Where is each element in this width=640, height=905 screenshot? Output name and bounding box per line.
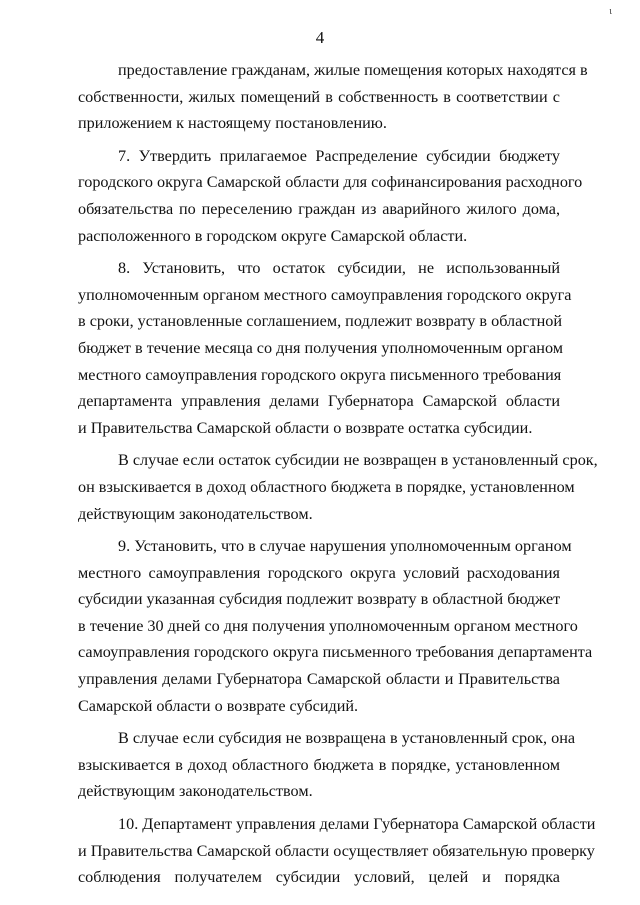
text-line: и Правительства Самарской области осуществляет обязательную проверку: [78, 841, 595, 860]
text-line: в течение 30 дней со дня получения уполномоченным органом местного: [78, 616, 578, 635]
paragraph: [78, 533, 593, 719]
paragraph: [78, 811, 596, 891]
text-line: собственности, жилых помещений в собственность в соответствии с: [78, 87, 560, 106]
text-line: 8. Установить, что остаток субсидии, не использованный: [118, 259, 560, 278]
text-line: соблюдения получателем субсидии условий, целей и порядка: [78, 868, 560, 887]
text-line: расположенного в городском округе Самарской области.: [78, 226, 468, 245]
text-line: городского округа Самарской области для софинансирования расходного: [78, 173, 583, 192]
text-line: субсидии указанная субсидия подлежит возврату в областной бюджет: [78, 590, 561, 609]
text-line: действующим законодательством.: [78, 782, 313, 801]
text-line: и Правительства Самарской области о возврате остатка субсидии.: [78, 418, 533, 437]
text-line: обязательства по переселению граждан из аварийного жилого дома,: [78, 199, 560, 218]
text-line: 9. Установить, что в случае нарушения уполномоченным органом: [118, 537, 572, 556]
paragraph: [78, 255, 572, 441]
text-line: он взыскивается в доход областного бюджета в порядке, установленном: [78, 477, 575, 496]
text-line: местного самоуправления городского округа письменного требования: [78, 365, 562, 384]
paragraph: [78, 447, 598, 527]
text-line: действующим законодательством.: [78, 504, 313, 523]
text-line: самоуправления городского округа письменного требования департамента: [78, 643, 593, 662]
text-line: уполномоченным органом местного самоуправления городского округа: [78, 285, 572, 304]
paragraph: [78, 725, 576, 805]
document-body: [78, 57, 598, 897]
text-line: департамента управления делами Губернатора Самарской области: [78, 392, 560, 411]
text-line: взыскивается в доход областного бюджета в порядке, установленном: [78, 755, 560, 774]
text-line: Самарской области о возврате субсидий.: [78, 696, 359, 715]
page-number: 4: [315, 28, 325, 47]
text-line: бюджет в течение месяца со дня получения уполномоченным органом: [78, 338, 563, 357]
text-line: 10. Департамент управления делами Губернатора Самарской области: [118, 815, 596, 834]
paragraph: [78, 143, 583, 249]
paragraph: [78, 57, 588, 137]
scan-mark: ι: [609, 6, 612, 17]
text-line: в сроки, установленные соглашением, подлежит возврату в областной: [78, 312, 562, 331]
text-line: 7. Утвердить прилагаемое Распределение субсидии бюджету: [118, 146, 560, 165]
text-line: приложением к настоящему постановлению.: [78, 114, 387, 133]
text-line: В случае если субсидия не возвращена в установленный срок, она: [118, 729, 576, 748]
text-line: В случае если остаток субсидии не возвращен в установленный срок,: [118, 451, 598, 470]
text-line: местного самоуправления городского округа условий расходования: [78, 563, 560, 582]
text-line: управления делами Губернатора Самарской области и Правительства: [78, 670, 560, 689]
text-line: предоставление гражданам, жилые помещения которых находятся в: [118, 61, 588, 79]
